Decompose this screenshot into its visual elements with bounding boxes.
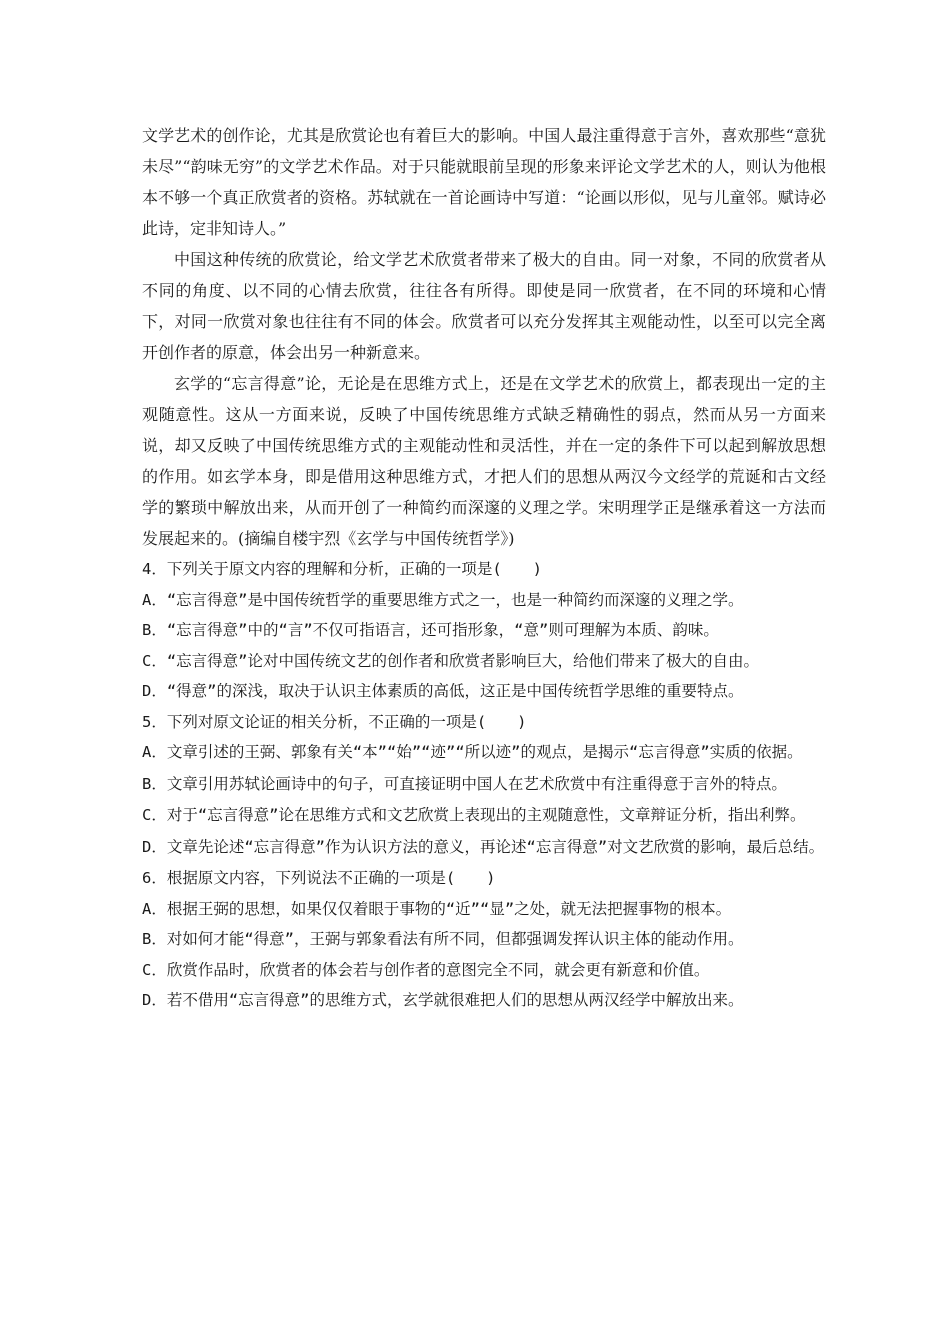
passage-paragraph-1: 文学艺术的创作论，尤其是欣赏论也有着巨大的影响。中国人最注重得意于言外，喜欢那些“意犹未尽”“韵味无穷”的文学艺术作品。对于只能就眼前呈现的形象来评论文学艺术的人，则认为他根本不够一个真正欣赏者的资格。苏轼就在一首论画诗中写道：“论画以形似，见与儿童邻。赋诗必此诗，定非知诗人。”	[142, 126, 826, 238]
question-4-stem: 4．下列关于原文内容的理解和分析，正确的一项是( )	[142, 560, 542, 578]
question-6	[142, 863, 826, 1016]
question-5-option-d: D．文章先论述“忘言得意”作为认识方法的意义，再论述“忘言得意”对文艺欣赏的影响，最后总结。	[142, 837, 825, 856]
question-6-option-c: C．欣赏作品时，欣赏者的体会若与创作者的意图完全不同，就会更有新意和价值。	[142, 960, 710, 979]
passage-paragraph-3: 玄学的“忘言得意”论，无论是在思维方式上，还是在文学艺术的欣赏上，都表现出一定的主观随意性。这从一方面来说，反映了中国传统思维方式缺乏精确性的弱点，然而从另一方面来说，却又反映了中国传统思维方式的主观能动性和灵活性，并在一定的条件下可以起到解放思想的作用。如玄学本身，即是借用这种思维方式，才把人们的思想从两汉今文经学的荒诞和古文经学的繁琐中解放出来，从而开创了一种简约而深邃的义理之学。宋明理学正是继承着这一方法而发展起来的。(摘编自楼宇烈《玄学与中国传统哲学》)	[142, 374, 826, 548]
question-5	[142, 707, 826, 864]
question-5-option-c: C．对于“忘言得意”论在思维方式和文艺欣赏上表现出的主观随意性，文章辩证分析，指出利弊。	[142, 806, 806, 824]
passage	[142, 120, 826, 554]
passage-paragraph-2: 中国这种传统的欣赏论，给文学艺术欣赏者带来了极大的自由。同一对象，不同的欣赏者从不同的角度、以不同的心情去欣赏，往往各有所得。即使是同一欣赏者，在不同的环境和心情下，对同一欣赏对象也往往有不同的体会。欣赏者可以充分发挥其主观能动性，以至可以完全离开创作者的原意，体会出另一种新意来。	[142, 250, 826, 362]
document-body	[142, 120, 826, 1016]
question-4-option-d: D．“得意”的深浅，取决于认识主体素质的高低，这正是中国传统哲学思维的重要特点。	[142, 682, 744, 700]
question-5-option-a: A．文章引述的王弼、郭象有关“本”“始”“迹”“所以迹”的观点，是揭示“忘言得意”实质的依据。	[142, 743, 803, 761]
question-5-stem: 5．下列对原文论证的相关分析，不正确的一项是( )	[142, 712, 527, 731]
question-5-option-b: B．文章引用苏轼论画诗中的句子，可直接证明中国人在艺术欣赏中有注重得意于言外的特点。	[142, 774, 787, 793]
question-4-option-a: A．“忘言得意”是中国传统哲学的重要思维方式之一，也是一种简约而深邃的义理之学。	[142, 590, 744, 609]
question-6-option-b: B．对如何才能“得意”，王弼与郭象看法有所不同，但都强调发挥认识主体的能动作用。	[142, 930, 744, 948]
question-4-option-c: C．“忘言得意”论对中国传统文艺的创作者和欣赏者影响巨大，给他们带来了极大的自由。	[142, 651, 759, 670]
question-6-option-d: D．若不借用“忘言得意”的思维方式，玄学就很难把人们的思想从两汉经学中解放出来。	[142, 991, 744, 1009]
question-6-stem: 6．根据原文内容，下列说法不正确的一项是( )	[142, 869, 496, 887]
question-4-option-b: B．“忘言得意”中的“言”不仅可指语言，还可指形象，“意”则可理解为本质、韵味。	[142, 621, 719, 639]
question-6-option-a: A．根据王弼的思想，如果仅仅着眼于事物的“近”“显”之处，就无法把握事物的根本。	[142, 899, 732, 918]
question-4	[142, 554, 826, 707]
